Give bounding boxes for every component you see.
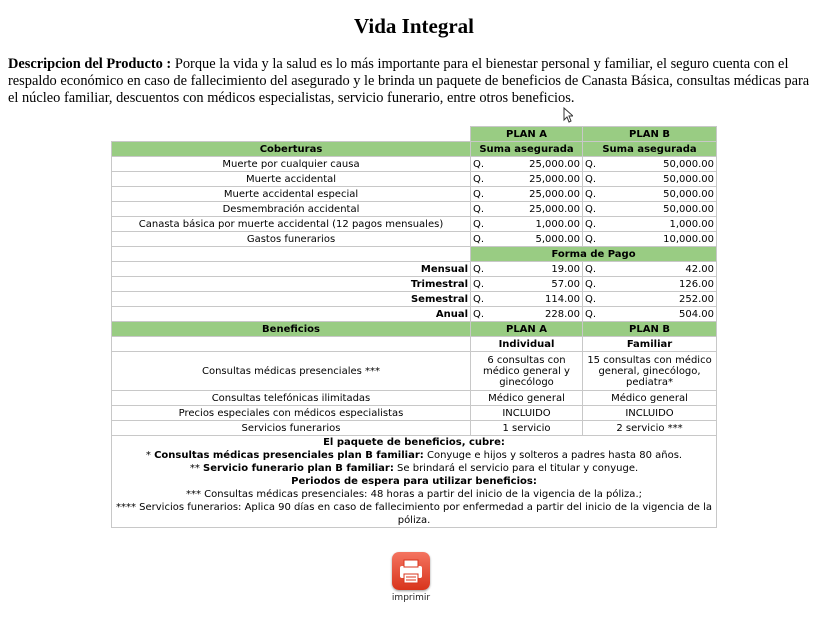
- beneficios-plan-b: PLAN B: [583, 322, 717, 337]
- table-row: Trimestral Q. 57.00 Q. 126.00: [112, 277, 717, 292]
- table-row: Servicios funerarios 1 servicio 2 servicio ***: [112, 421, 717, 436]
- page-title: Vida Integral: [354, 14, 474, 38]
- mouse-cursor-icon: [563, 107, 573, 123]
- suma-b-header: Suma asegurada: [583, 142, 717, 157]
- table-row: Canasta básica por muerte accidental (12 pagos mensuales) Q. 1,000.00 Q. 1,000.00: [112, 217, 717, 232]
- table-row: Precios especiales con médicos especialistas INCLUIDO INCLUIDO: [112, 406, 717, 421]
- forma-pago-header: Forma de Pago: [471, 247, 717, 262]
- benefit-notes: El paquete de beneficios, cubre: * Consultas médicas presenciales plan B familiar: Conyuge e hijos y solteros a padres hasta 80 años. ** Servicio funerario plan B familiar: Se brindará el servicio para el titular y conyuge. Periodos de espera para utilizar beneficios: *** Consultas médicas presenciales: 48 horas a partir del inicio de la vigencia de la póliza.; **** Servicios funerarios: Aplica 90 días en caso de fallecimiento por enfermedad a partir del inicio de la vigencia de la póliza.: [112, 436, 717, 528]
- plan-b-type: Familiar: [583, 337, 717, 352]
- plan-b-header: PLAN B: [583, 127, 717, 142]
- table-row: Consultas médicas presenciales *** 6 consultas con médico general y ginecólogo 15 consultas con médico general, ginecólogo, pediatra*: [112, 352, 717, 391]
- suma-a-header: Suma asegurada: [471, 142, 583, 157]
- printer-icon[interactable]: [392, 552, 430, 590]
- coverage-table: [111, 126, 717, 528]
- beneficios-header: Beneficios: [112, 322, 471, 337]
- table-row: Muerte por cualquier causa Q. 25,000.00 Q. 50,000.00: [112, 157, 717, 172]
- description-label: Descripcion del Producto :: [8, 56, 172, 72]
- plan-a-header: PLAN A: [471, 127, 583, 142]
- table-row: Consultas telefónicas ilimitadas Médico general Médico general: [112, 391, 717, 406]
- beneficios-plan-a: PLAN A: [471, 322, 583, 337]
- table-row: Anual Q. 228.00 Q. 504.00: [112, 307, 717, 322]
- product-description: [8, 56, 820, 107]
- table-row: Desmembración accidental Q. 25,000.00 Q. 50,000.00: [112, 202, 717, 217]
- plan-a-type: Individual: [471, 337, 583, 352]
- print-button[interactable]: [388, 552, 434, 603]
- description-text: Porque la vida y la salud es lo más importante para el bienestar personal y familiar, el seguro cuenta con el respaldo económico en caso de fallecimiento del asegurado y le brinda un paquete de beneficios de Canasta Básica, consultas médicas para el núcleo familiar, descuentos con médicos especialistas, servicio funerario, entre otros beneficios.: [8, 56, 810, 106]
- coberturas-header: Coberturas: [112, 142, 471, 157]
- table-row: Muerte accidental especial Q. 25,000.00 Q. 50,000.00: [112, 187, 717, 202]
- table-row: Semestral Q. 114.00 Q. 252.00: [112, 292, 717, 307]
- print-label[interactable]: imprimir: [391, 593, 431, 603]
- table-row: Muerte accidental Q. 25,000.00 Q. 50,000.00: [112, 172, 717, 187]
- table-row: Gastos funerarios Q. 5,000.00 Q. 10,000.00: [112, 232, 717, 247]
- table-row: Mensual Q. 19.00 Q. 42.00: [112, 262, 717, 277]
